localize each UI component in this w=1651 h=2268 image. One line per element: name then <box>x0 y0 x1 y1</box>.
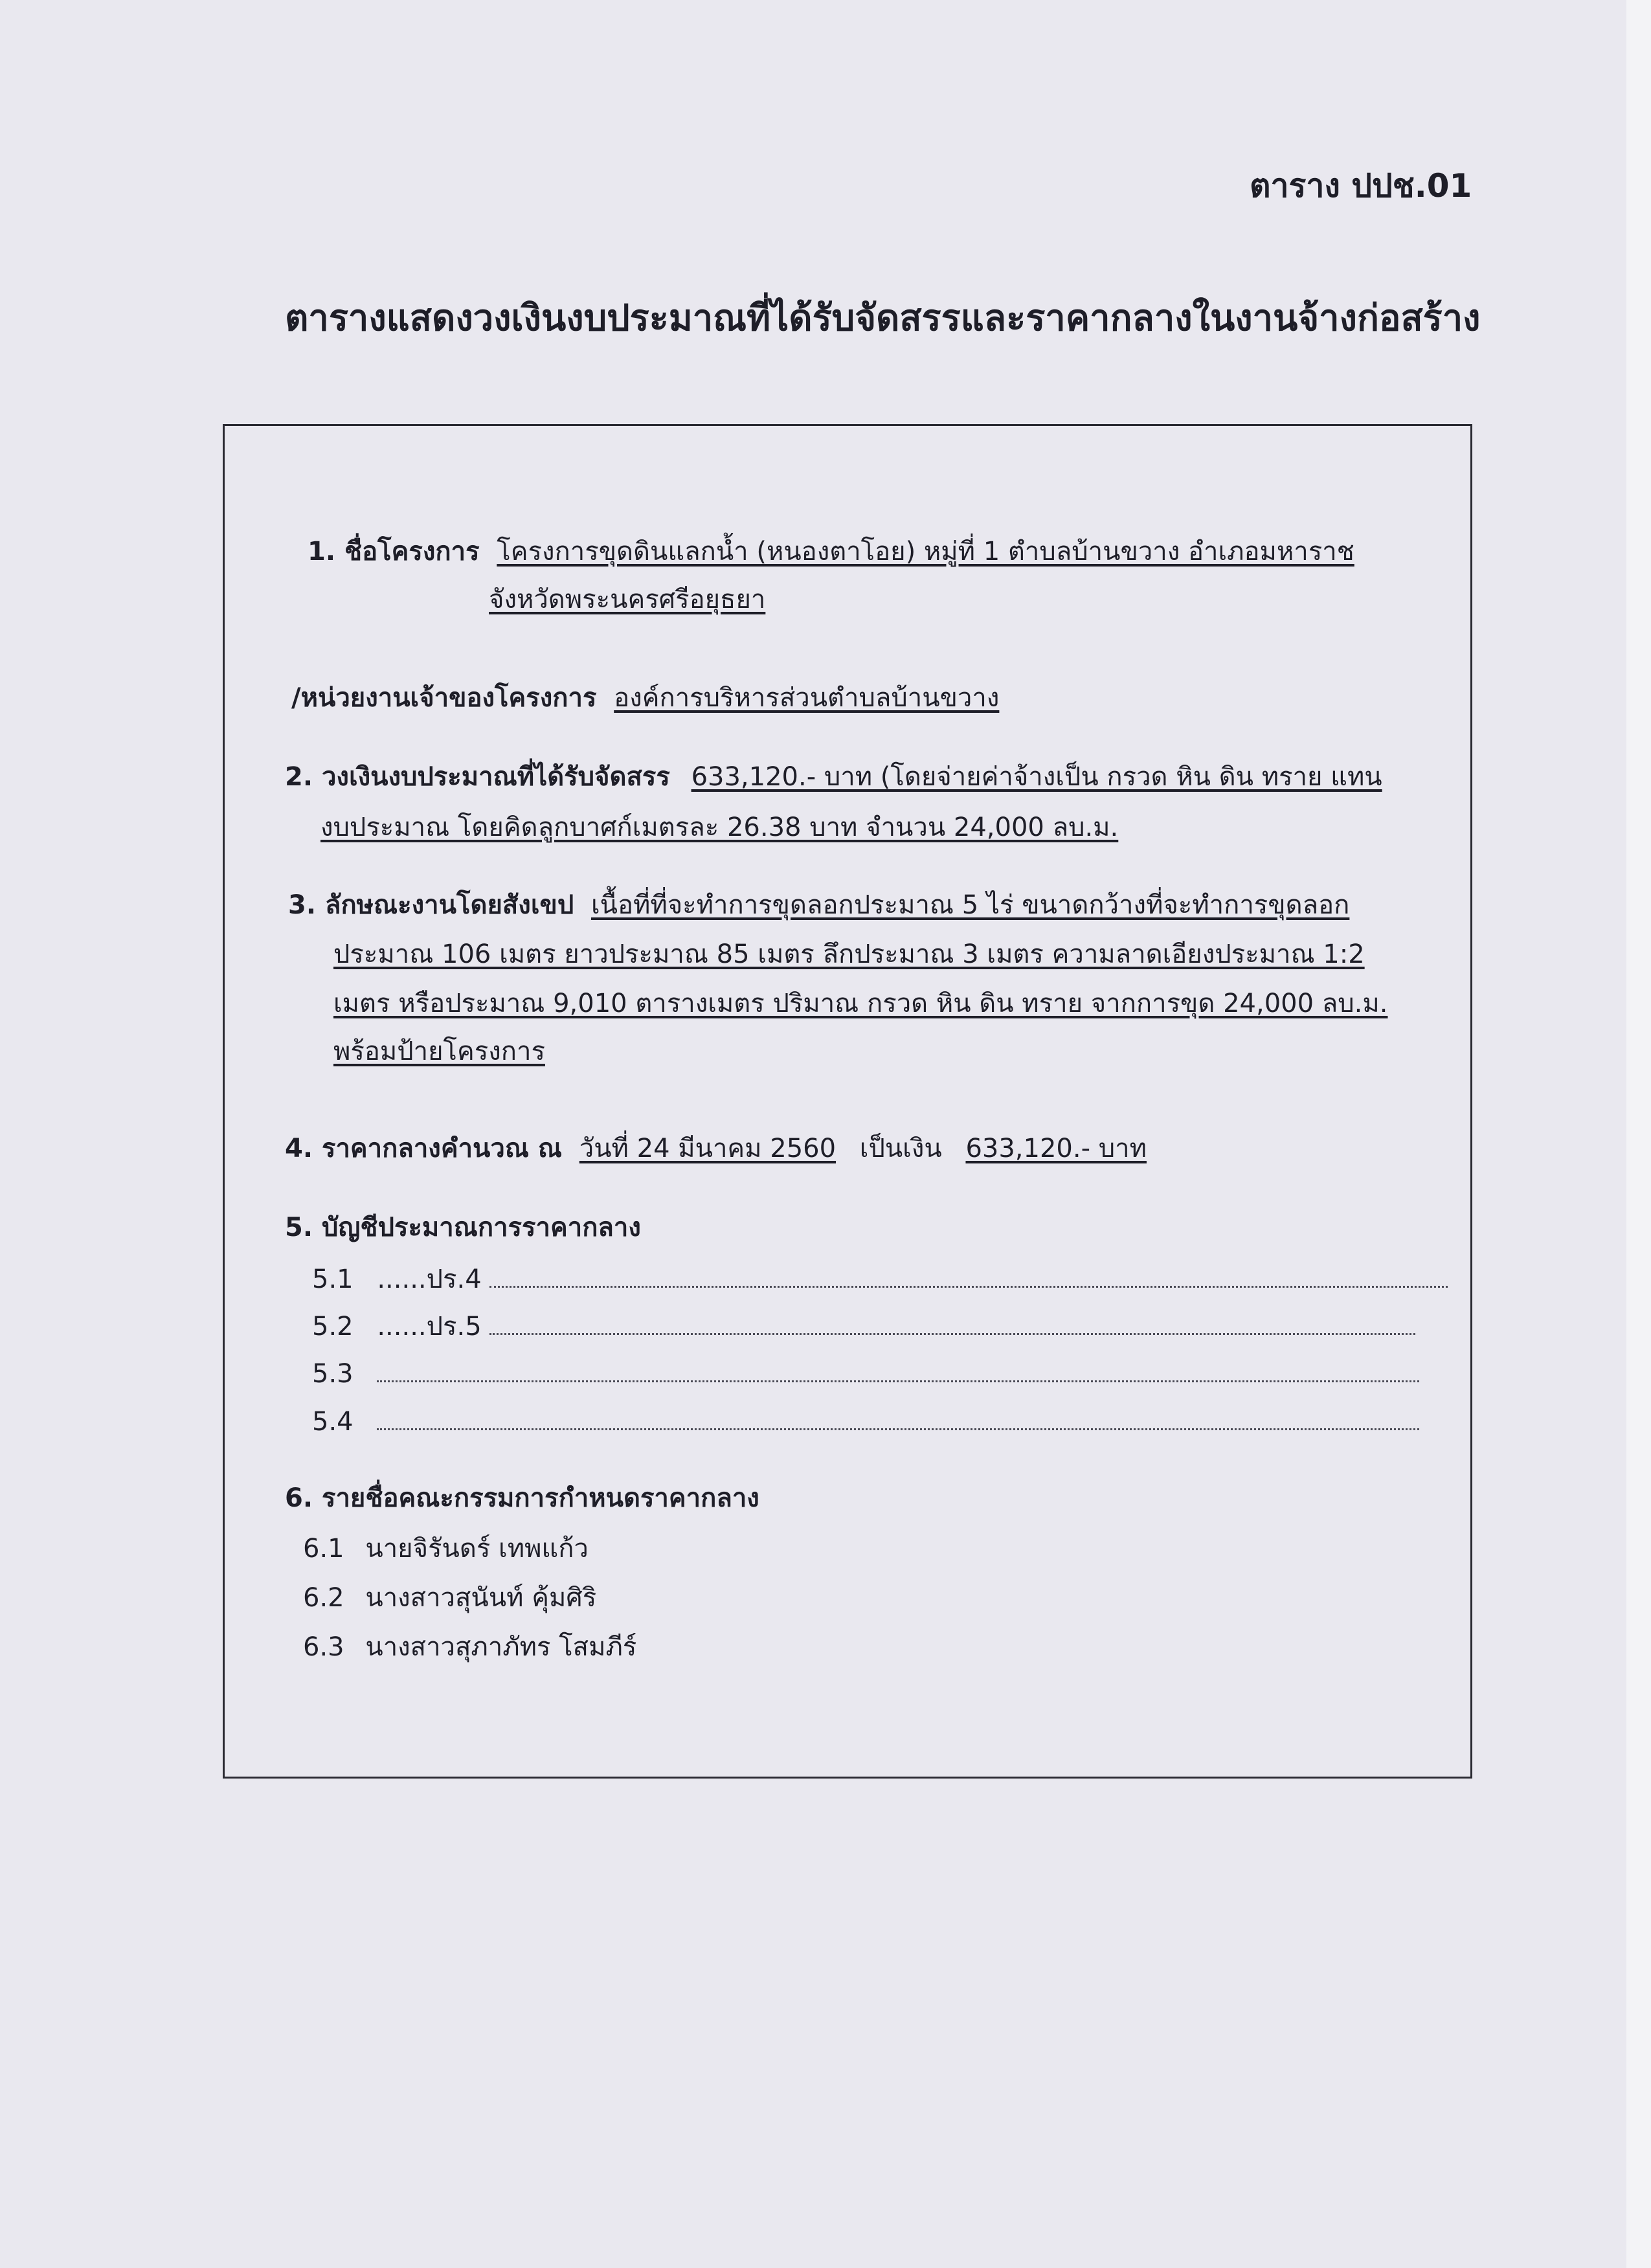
fill-dots <box>377 1374 1419 1382</box>
item2-label: 2. วงเงินงบประมาณที่ได้รับจัดสรร <box>285 762 670 792</box>
member-name: นางสาวสุนันท์ คุ้มศิริ <box>365 1583 597 1613</box>
item6-label: 6. รายชื่อคณะกรรมการกำหนดราคากลาง <box>285 1483 759 1513</box>
fill-dots <box>489 1327 1415 1335</box>
member-name: นางสาวสุภาภัทร โสมภีร์ <box>365 1632 637 1662</box>
item4-mid: เป็นเงิน <box>859 1134 942 1163</box>
item1-value-line2: จังหวัดพระนครศรีอยุธยา <box>489 585 766 614</box>
item3-line2 <box>333 939 1365 970</box>
item3-line4 <box>333 1036 545 1067</box>
item1-value-line1: โครงการขุดดินแลกน้ำ (หนองตาโอย) หมู่ที่ 1 ตำบลบ้านขวาง อำเภอมหาราช <box>497 537 1354 567</box>
item6-member-3 <box>303 1632 636 1663</box>
item5-row-text: ......ปร.4 <box>377 1264 482 1294</box>
item5-row-num: 5.1 <box>312 1264 354 1294</box>
item1-line2 <box>489 584 765 615</box>
item5-label-line <box>285 1212 641 1243</box>
member-name: นายจิรันดร์ เทพแก้ว <box>365 1534 589 1564</box>
item5-row-num: 5.2 <box>312 1312 354 1342</box>
item6-member-1 <box>303 1533 589 1564</box>
item5-label: 5. บัญชีประมาณการราคากลาง <box>285 1213 641 1242</box>
agency-line <box>291 682 999 713</box>
item3-value-line1: เนื้อที่ที่จะทำการขุดลอกประมาณ 5 ไร่ ขนาดกว้างที่จะทำการขุดลอก <box>590 890 1350 920</box>
item3-line3 <box>333 988 1387 1019</box>
item3-value-line4: พร้อมป้ายโครงการ <box>333 1037 545 1066</box>
item3-value-line2: ประมาณ 106 เมตร ยาวประมาณ 85 เมตร ลึกประมาณ 3 เมตร ความลาดเอียงประมาณ 1:2 <box>333 939 1365 969</box>
item5-row-2 <box>312 1311 1415 1342</box>
item4-line <box>285 1133 1147 1164</box>
item3-value-line3: เมตร หรือประมาณ 9,010 ตารางเมตร ปริมาณ กรวด หิน ดิน ทราย จากการขุด 24,000 ลบ.ม. <box>333 989 1388 1018</box>
agency-label: /หน่วยงานเจ้าของโครงการ <box>291 683 597 713</box>
item5-row-num: 5.4 <box>312 1407 354 1437</box>
item5-row-4 <box>312 1406 1419 1437</box>
item2-value-line2: งบประมาณ โดยคิดลูกบาศก์เมตรละ 26.38 บาท จำนวน 24,000 ลบ.ม. <box>320 813 1119 842</box>
item2-value-line1: 633,120.- บาท (โดยจ่ายค่าจ้างเป็น กรวด หิน ดิน ทราย แทน <box>691 762 1382 792</box>
item6-member-2 <box>303 1582 596 1613</box>
item5-row-text: ......ปร.5 <box>377 1312 482 1342</box>
agency-value: องค์การบริหารส่วนตำบลบ้านขวาง <box>614 683 1000 713</box>
item5-row-num: 5.3 <box>312 1359 354 1389</box>
item4-amount: 633,120.- บาท <box>965 1134 1147 1163</box>
content-box <box>223 424 1472 1779</box>
item5-row-1 <box>312 1264 1448 1295</box>
document-title: ตารางแสดงวงเงินงบประมาณที่ได้รับจัดสรรและราคากลางในงานจ้างก่อสร้าง <box>285 297 1481 339</box>
item4-label: 4. ราคากลางคำนวณ ณ <box>285 1134 563 1163</box>
fill-dots <box>489 1279 1448 1288</box>
member-num: 6.1 <box>303 1534 344 1564</box>
form-code: ตาราง ปปช.01 <box>1250 167 1472 205</box>
item5-row-3 <box>312 1358 1419 1389</box>
fill-dots <box>377 1422 1419 1430</box>
item2-line2 <box>320 812 1118 843</box>
item3-line1 <box>288 890 1349 921</box>
item3-label: 3. ลักษณะงานโดยสังเขป <box>288 890 574 920</box>
item6-label-line <box>285 1483 759 1514</box>
member-num: 6.2 <box>303 1583 344 1613</box>
page-edge <box>1626 0 1651 2268</box>
item1-label: 1. ชื่อโครงการ <box>308 537 480 567</box>
item2-line1 <box>285 761 1382 792</box>
member-num: 6.3 <box>303 1632 344 1662</box>
item1-line1 <box>308 536 1354 567</box>
item4-date: วันที่ 24 มีนาคม 2560 <box>579 1134 837 1163</box>
